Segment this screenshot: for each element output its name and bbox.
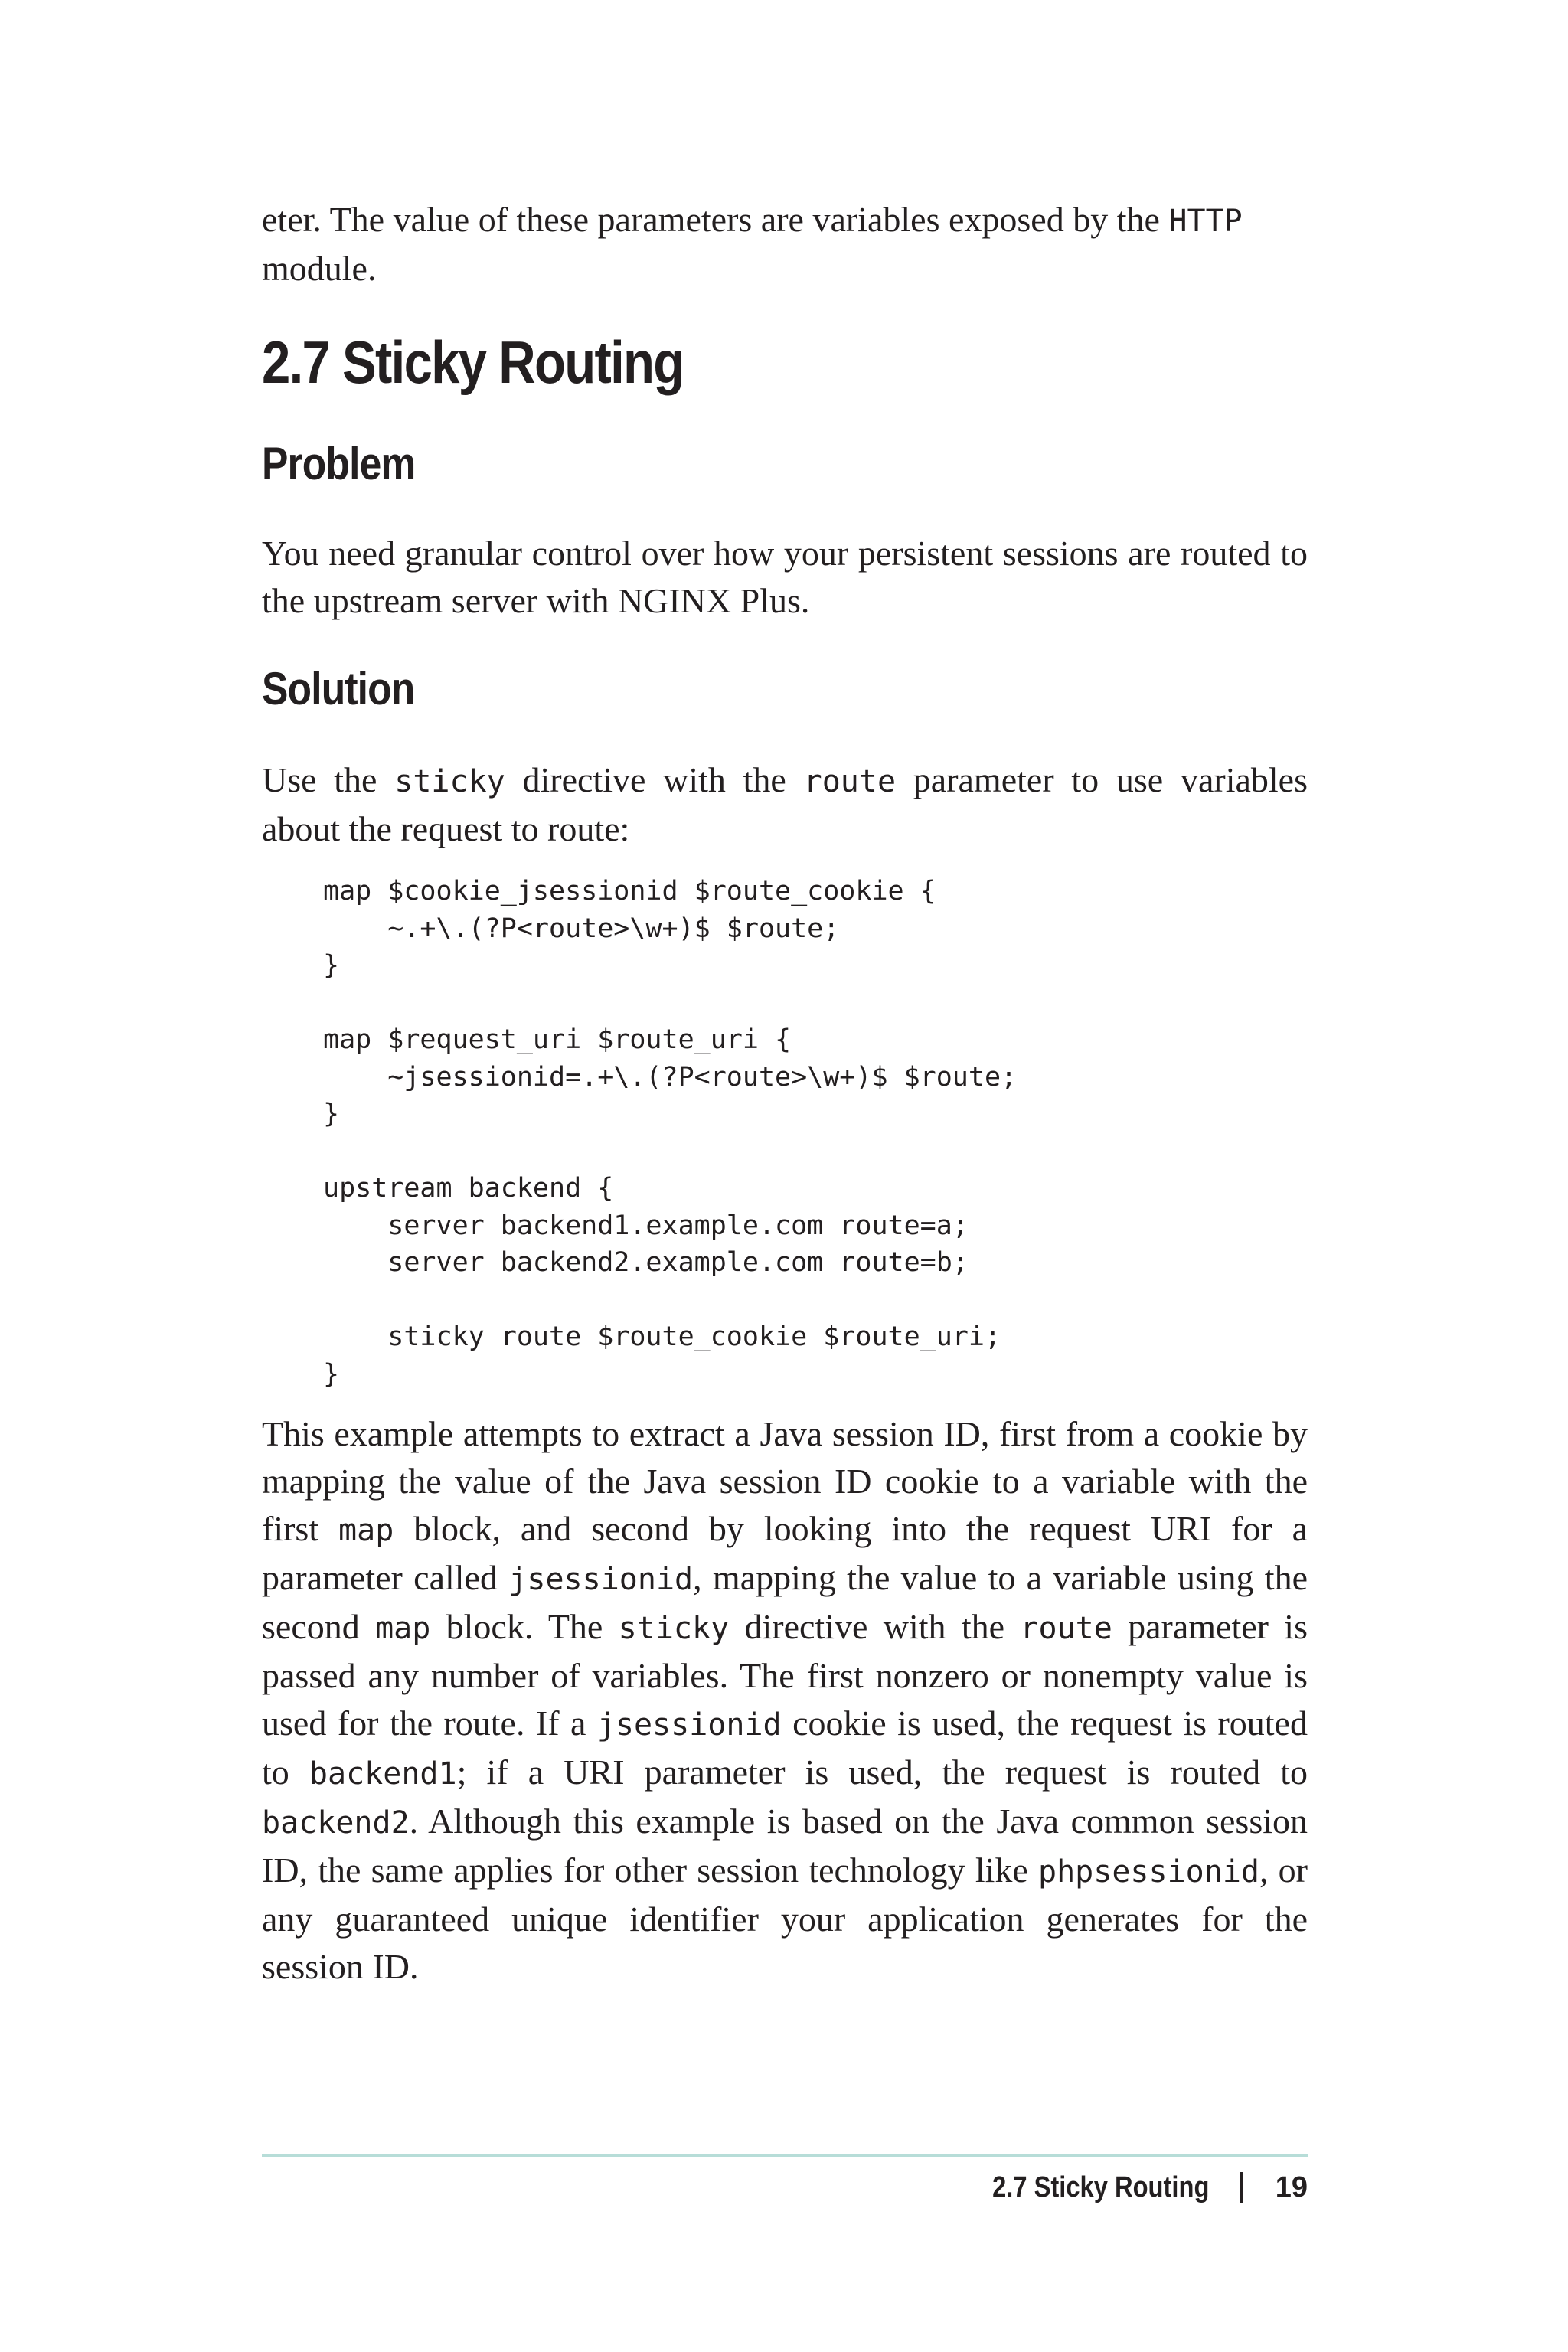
discussion-text: This example attempts to extract a Java session ID, first from a cookie by mapping the value of the Java session ID cookie to a variable with the first xyxy=(262,1414,1308,1548)
solution-text-a: Use the xyxy=(262,760,395,799)
book-page xyxy=(262,0,1308,2352)
intro-text: eter. The value of these parameters are variables exposed by the xyxy=(262,200,1169,239)
discussion-text: , or any guaranteed unique identifier your application generates for the session ID. xyxy=(262,1851,1308,1986)
discussion-text: parameter is passed any number of variables. The first nonzero or nonempty value is used for the route. If a xyxy=(262,1607,1308,1743)
discussion-text: , mapping the value to a variable using the second xyxy=(262,1558,1308,1646)
code-route: route xyxy=(1020,1611,1112,1646)
solution-text-c: parameter to use variables about the request to route: xyxy=(262,760,1308,848)
page-number: 19 xyxy=(1275,2171,1308,2203)
code-sticky: sticky xyxy=(618,1611,730,1646)
solution-text-b: directive with the xyxy=(505,760,804,799)
discussion-text: ; if a URI parameter is used, the request is routed to xyxy=(456,1753,1308,1792)
code-backend1: backend1 xyxy=(309,1756,457,1792)
intro-code-http: HTTP xyxy=(1168,204,1243,239)
intro-text-end: module. xyxy=(262,249,377,288)
discussion-text: cookie is used, the request is routed to xyxy=(262,1704,1308,1792)
code-route: route xyxy=(803,764,897,799)
discussion-text: . Although this example is based on the Java common session ID, the same applies for other session technology like xyxy=(262,1802,1308,1890)
code-phpsessionid: phpsessionid xyxy=(1038,1854,1259,1890)
code-jsessionid: jsessionid xyxy=(596,1707,782,1743)
solution-paragraph xyxy=(262,756,1308,853)
running-footer xyxy=(957,2168,1308,2207)
discussion-text: block. The xyxy=(430,1607,619,1646)
footer-rule xyxy=(262,2154,1308,2157)
code-jsessionid: jsessionid xyxy=(508,1562,694,1597)
problem-heading: Problem xyxy=(262,438,416,489)
footer-section-title: 2.7 Sticky Routing xyxy=(992,2171,1210,2203)
code-sticky: sticky xyxy=(394,764,505,799)
code-map: map xyxy=(375,1611,431,1646)
discussion-text: block, and second by looking into the request URI for a parameter called xyxy=(262,1509,1308,1597)
discussion-text: directive with the xyxy=(729,1607,1021,1646)
solution-heading: Solution xyxy=(262,663,415,714)
section-title: 2.7 Sticky Routing xyxy=(262,328,684,396)
footer-separator xyxy=(1240,2172,1243,2203)
problem-paragraph: You need granular control over how your persistent sessions are routed to the upstream server with NGINX Plus. xyxy=(262,534,1308,620)
code-map: map xyxy=(338,1513,394,1548)
discussion-paragraph xyxy=(262,1410,1308,1991)
intro-paragraph xyxy=(262,196,1308,292)
nginx-config-code: map $cookie_jsessionid $route_cookie { ~.+\.(?P<route>\w+)$ $route; } map $request_uri $route_uri { ~jsessionid=.+\.(?P<route>\w+)$ $route; } upstream backend { server backend1.example.com route=a; server backend2.example.com route=b; sticky route $route_cookie $route_uri; } xyxy=(323,876,1018,1390)
code-backend2: backend2 xyxy=(262,1805,410,1841)
